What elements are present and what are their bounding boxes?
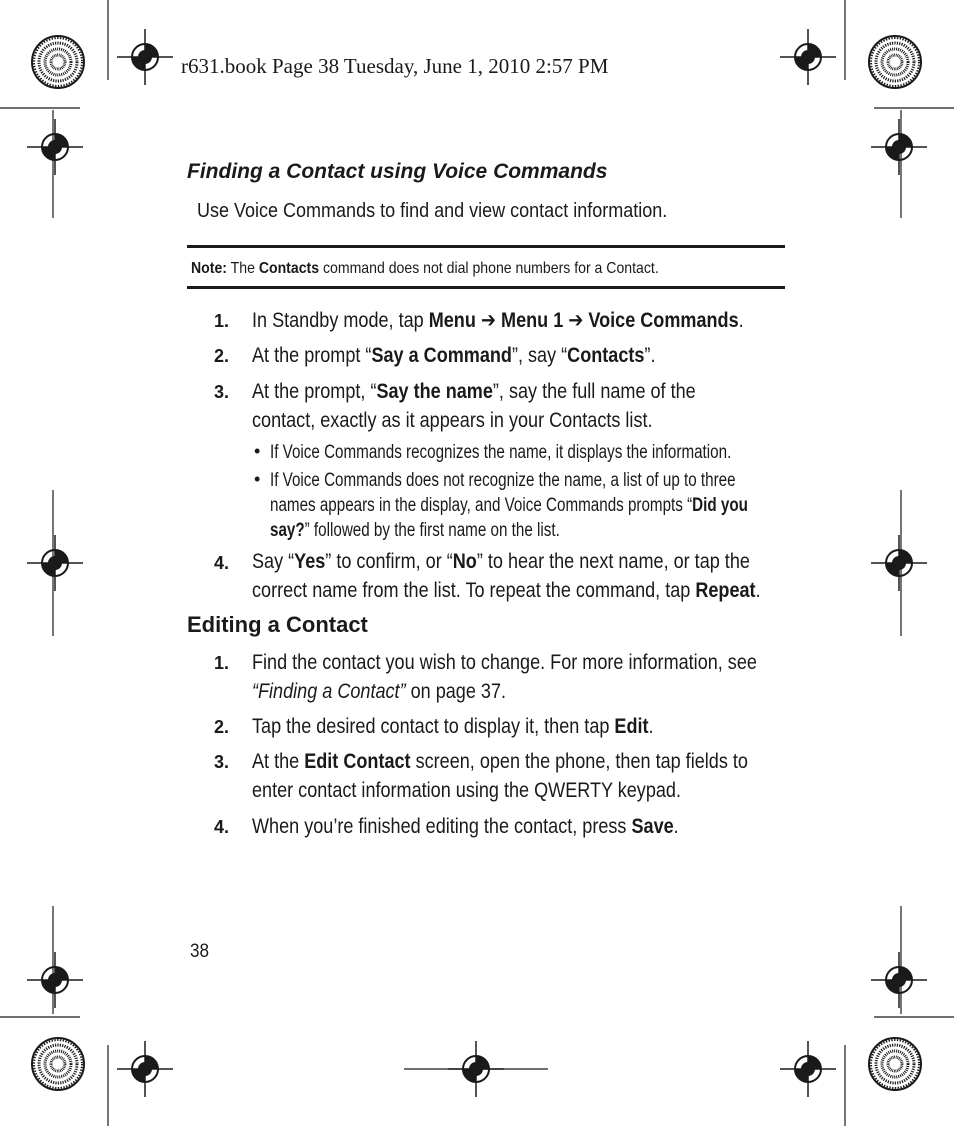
step-text-part: At the prompt, “ <box>252 380 377 403</box>
section-title-finding-contact: Finding a Contact using Voice Commands <box>187 160 608 183</box>
step-text-part: At the prompt “ <box>252 344 372 367</box>
step-text <box>252 306 744 335</box>
step-text-part: ”, say the full name of the <box>492 380 696 403</box>
step-text-part: . <box>738 309 744 332</box>
step-bold: No <box>452 550 477 573</box>
note-text <box>191 260 659 278</box>
page-number: 38 <box>190 941 210 962</box>
bullet-bold: Did you <box>692 495 748 516</box>
registration-mark-icon <box>27 119 83 175</box>
step-text-line2: enter contact information using the QWERTY keypad. <box>252 779 681 802</box>
step-text-part: correct name from the list. To repeat the command, tap <box>252 579 696 602</box>
starburst-icon <box>869 1038 921 1090</box>
book-header: r631.book Page 38 Tuesday, June 1, 2010 2:57 PM <box>181 54 609 78</box>
step-number: 1. <box>214 311 230 331</box>
bullet-text: If Voice Commands recognizes the name, it displays the information. <box>270 442 732 463</box>
step-bold: Contacts <box>567 344 645 367</box>
step-text-part: . <box>648 715 654 738</box>
registration-mark-icon <box>780 1041 836 1097</box>
registration-mark-icon <box>27 952 83 1008</box>
bullet-bold: say? <box>270 520 305 541</box>
step-bold: Edit Contact <box>304 750 411 773</box>
step-text-part: Tap the desired contact to display it, then tap <box>252 715 615 738</box>
note-bold: Contacts <box>258 260 320 277</box>
bullet-text-line2 <box>270 493 748 518</box>
step-text-part: At the <box>252 750 305 773</box>
step-bold: Yes <box>294 550 326 573</box>
step-text <box>252 377 696 406</box>
bullet-text-part: ” followed by the first name on the list. <box>304 520 560 541</box>
step-text <box>252 712 654 741</box>
step-text-line2: contact, exactly as it appears in your Contacts list. <box>252 409 653 432</box>
registration-mark-icon <box>871 119 927 175</box>
registration-mark-icon <box>871 952 927 1008</box>
registration-mark-icon <box>871 535 927 591</box>
step-bold: Menu ➔ Menu 1 ➔ Voice Commands <box>428 309 739 332</box>
registration-mark-icon <box>27 535 83 591</box>
note-box <box>187 245 785 289</box>
step-bold: Edit <box>614 715 649 738</box>
step-text-part: In Standby mode, tap <box>252 309 429 332</box>
bullet-icon: • <box>254 441 261 461</box>
step-text-part: . <box>673 815 679 838</box>
step-number: 1. <box>214 653 230 673</box>
step-text-part: When you’re finished editing the contact, press <box>252 815 632 838</box>
step-bold: Repeat <box>695 579 756 602</box>
step-number: 2. <box>214 346 230 366</box>
step-text-part: screen, open the phone, then tap fields to <box>410 750 748 773</box>
step-text-part: ” to confirm, or “ <box>325 550 453 573</box>
starburst-icon <box>32 1038 84 1090</box>
step-number: 2. <box>214 717 230 737</box>
step-text: Find the contact you wish to change. For more information, see <box>252 651 757 674</box>
step-number: 4. <box>214 817 230 837</box>
step-text <box>252 341 655 370</box>
registration-mark-icon <box>117 29 173 85</box>
step-number: 4. <box>214 553 230 573</box>
intro-text: Use Voice Commands to find and view contact information. <box>197 200 668 222</box>
note-pre: The <box>226 260 259 277</box>
step-text-part: Say “ <box>252 550 295 573</box>
step-number: 3. <box>214 752 230 772</box>
step-text-line2 <box>252 677 506 706</box>
step-text-part: . <box>755 579 761 602</box>
step-text <box>252 812 679 841</box>
bullet-text-line3 <box>270 518 560 543</box>
step-text-part: ”. <box>644 344 656 367</box>
step-text-part: on page 37. <box>405 680 507 703</box>
note-label: Note: <box>191 260 227 277</box>
step-bold: Say a Command <box>371 344 512 367</box>
step-text-part: ”, say “ <box>511 344 568 367</box>
bullet-text-part: names appears in the display, and Voice Commands prompts “ <box>270 495 693 516</box>
bullet-text: If Voice Commands does not recognize the name, a list of up to three <box>270 470 736 491</box>
cross-reference-link[interactable]: “Finding a Contact” <box>252 680 406 703</box>
starburst-icon <box>32 36 84 88</box>
step-text <box>252 747 748 776</box>
step-bold: Save <box>631 815 674 838</box>
registration-mark-icon <box>780 29 836 85</box>
registration-mark-icon <box>117 1041 173 1097</box>
step-number: 3. <box>214 382 230 402</box>
step-text <box>252 547 750 576</box>
section-title-editing-contact: Editing a Contact <box>187 612 368 637</box>
note-post: command does not dial phone numbers for a Contact. <box>319 260 659 277</box>
bullet-icon: • <box>254 469 261 489</box>
step-text-line2 <box>252 576 761 605</box>
starburst-icon <box>869 36 921 88</box>
step-bold: Say the name <box>376 380 493 403</box>
step-text-part: ” to hear the next name, or tap the <box>476 550 750 573</box>
